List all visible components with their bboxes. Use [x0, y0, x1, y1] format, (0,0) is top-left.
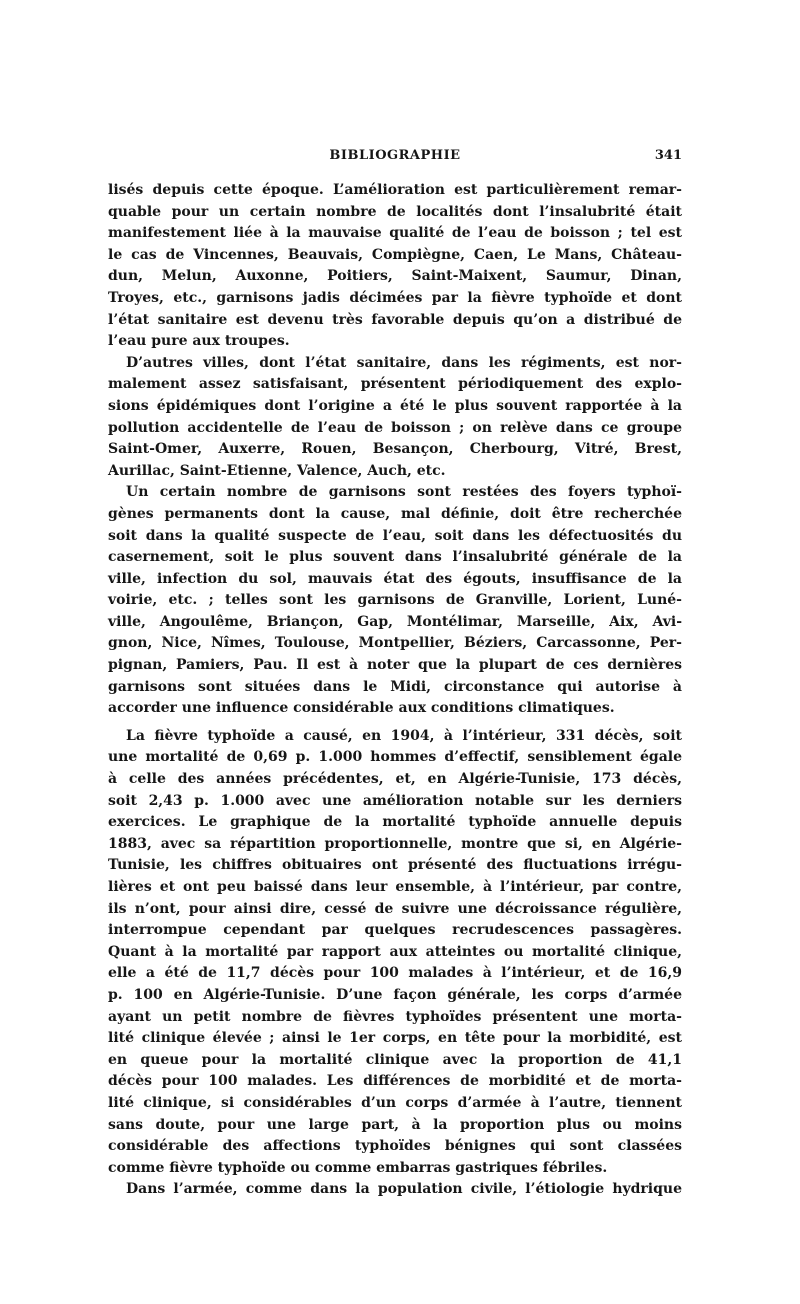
text-line: comme fièvre typhoïde ou comme embarras gastriques fébriles. — [108, 1159, 608, 1176]
text-line: sions épidémiques dont l’origine a été le plus souvent rapportée à la — [108, 397, 682, 414]
text-line: à celle des années précédentes, et, en Algérie-Tunisie, 173 décès, — [108, 771, 682, 788]
text-line: ville, infection du sol, mauvais état des égouts, insuffisance de la — [108, 570, 682, 587]
text-line: accorder une influence considérable aux conditions climatiques. — [108, 700, 615, 717]
text-line: interrompue cependant par quelques recrudescences passagères. — [108, 922, 682, 939]
text-line: lisés depuis cette époque. L’amélioration est particulièrement remar- — [108, 182, 682, 198]
text-line: ils n’ont, pour ainsi dire, cessé de suivre une décroissance régulière, — [108, 900, 682, 917]
paragraph — [108, 353, 682, 483]
text-line: D’autres villes, dont l’état sanitaire, dans les régiments, est nor- — [126, 354, 682, 371]
text-line: l’état sanitaire est devenu très favorable depuis qu’on a distribué de — [108, 311, 682, 328]
text-line: Saint-Omer, Auxerre, Rouen, Besançon, Cherbourg, Vitré, Brest, — [108, 441, 682, 458]
text-line: malement assez satisfaisant, présentent périodiquement des explo- — [108, 376, 682, 393]
paragraph — [108, 1179, 682, 1201]
text-line: La fièvre typhoïde a causé, en 1904, à l’intérieur, 331 décès, soit — [126, 727, 682, 744]
text-line: casernement, soit le plus souvent dans l’insalubrité générale de la — [108, 549, 682, 566]
paragraph — [108, 180, 682, 353]
text-line: 1883, avec sa répartition proportionnelle, montre que si, en Algérie- — [108, 835, 682, 852]
text-line: Quant à la mortalité par rapport aux atteintes ou mortalité clinique, — [108, 943, 682, 960]
text-line: Un certain nombre de garnisons sont restées des foyers typhoï- — [126, 484, 682, 501]
text-line: manifestement liée à la mauvaise qualité de l’eau de boisson ; tel est — [108, 225, 682, 242]
text-line: l’eau pure aux troupes. — [108, 333, 290, 350]
text-line: lières et ont peu baissé dans leur ensemble, à l’intérieur, par contre, — [108, 879, 682, 895]
text-line: sans doute, pour une large part, à la proportion plus ou moins — [108, 1116, 682, 1133]
text-line: pollution accidentelle de l’eau de boisson ; on relève dans ce groupe — [108, 419, 682, 436]
text-line: quable pour un certain nombre de localités dont l’insalubrité était — [108, 203, 682, 220]
text-line: voirie, etc. ; telles sont les garnisons de Granville, Lorient, Luné- — [108, 592, 682, 609]
text-line: soit dans la qualité suspecte de l’eau, soit dans les défectuosités du — [108, 527, 682, 544]
text-line: soit 2,43 p. 1.000 avec une amélioration notable sur les derniers — [108, 792, 682, 809]
text-line: garnisons sont situées dans le Midi, circonstance qui autorise à — [108, 678, 682, 695]
text-line: Tunisie, les chiffres obituaires ont présenté des fluctuations irrégu- — [108, 857, 682, 874]
text-line: ville, Angoulême, Briançon, Gap, Montélimar, Marseille, Aix, Avi- — [108, 613, 682, 630]
text-line: gènes permanents dont la cause, mal définie, doit être recherchée — [108, 505, 682, 522]
text-line: en queue pour la mortalité clinique avec la proportion de 41,1 — [108, 1051, 682, 1068]
running-head — [108, 148, 682, 168]
running-title: BIBLIOGRAPHIE — [329, 148, 461, 163]
text-line: considérable des affections typhoïdes bénignes qui sont classées — [108, 1138, 682, 1155]
text-line: lité clinique, si considérables d’un corps d’armée à l’autre, tiennent — [108, 1094, 682, 1111]
text-line: une mortalité de 0,69 p. 1.000 hommes d’effectif, sensiblement égale — [108, 749, 682, 766]
text-line: p. 100 en Algérie-Tunisie. D’une façon générale, les corps d’armée — [108, 986, 682, 1003]
text-line: Dans l’armée, comme dans la population civile, l’étiologie hydrique — [126, 1181, 682, 1198]
text-line: lité clinique élevée ; ainsi le 1er corps, en tête pour la morbidité, est — [108, 1030, 682, 1047]
text-line: décès pour 100 malades. Les différences de morbidité et de morta- — [108, 1073, 682, 1090]
body-text — [108, 180, 682, 1201]
text-line: dun, Melun, Auxonne, Poitiers, Saint-Maixent, Saumur, Dinan, — [108, 268, 682, 285]
text-line: Aurillac, Saint-Etienne, Valence, Auch, etc. — [108, 462, 446, 479]
text-line: elle a été de 11,7 décès pour 100 malades à l’intérieur, et de 16,9 — [108, 965, 682, 982]
text-line: gnon, Nice, Nîmes, Toulouse, Montpellier, Béziers, Carcassonne, Per- — [108, 635, 682, 652]
paragraph — [108, 726, 682, 1179]
paragraph — [108, 482, 682, 720]
page-number: 341 — [654, 148, 682, 163]
text-line: Troyes, etc., garnisons jadis décimées par la fièvre typhoïde et dont — [108, 289, 682, 306]
text-line: ayant un petit nombre de fièvres typhoïdes présentent une morta- — [108, 1008, 682, 1025]
text-line: le cas de Vincennes, Beauvais, Compiègne, Caen, Le Mans, Château- — [108, 246, 682, 263]
text-line: pignan, Pamiers, Pau. Il est à noter que la plupart de ces dernières — [108, 657, 682, 674]
text-line: exercices. Le graphique de la mortalité typhoïde annuelle depuis — [108, 814, 682, 831]
